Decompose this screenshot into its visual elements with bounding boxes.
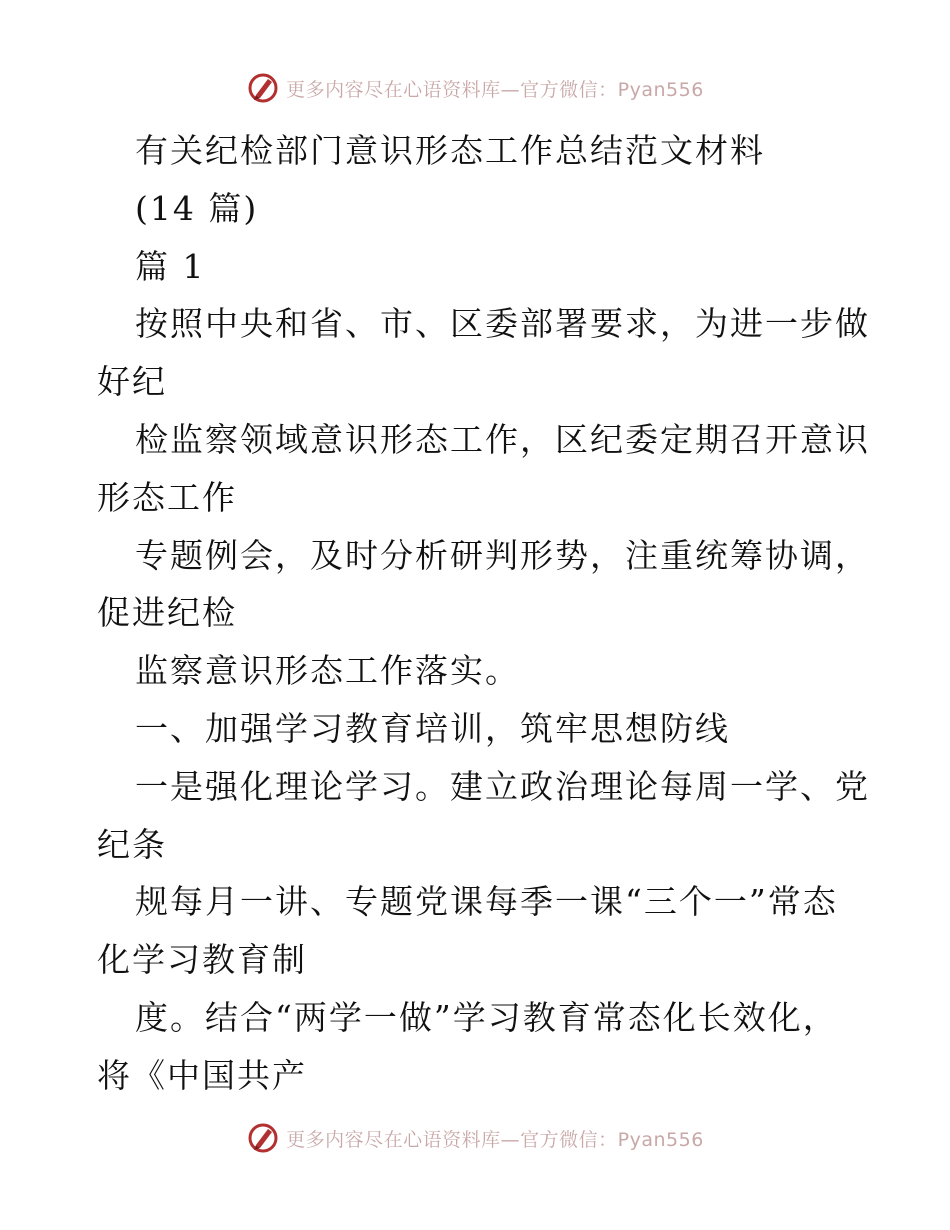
text-line: (14 篇) (135, 188, 259, 228)
text-line: 监察意识形态工作落实。 (135, 651, 520, 691)
text-line: 规每月一讲、专题党课每季一课“三个一”常态 (135, 882, 838, 922)
document-body (97, 122, 870, 1105)
header-watermark (0, 70, 950, 106)
text-line: 一、加强学习教育培训，筑牢思想防线 (135, 708, 730, 748)
text-line: 形态工作 (97, 477, 237, 517)
text-line: 按照中央和省、市、区委部署要求，为进一步做 (135, 304, 870, 344)
pen-circle-logo-icon (246, 71, 280, 105)
text-line: 促进纪检 (97, 593, 237, 633)
text-line: 篇 1 (135, 246, 206, 286)
watermark-text: 更多内容尽在心语资料库—官方微信：Pyan556 (286, 1128, 704, 1151)
watermark-text: 更多内容尽在心语资料库—官方微信：Pyan556 (286, 78, 704, 101)
text-line: 好纪 (97, 362, 167, 402)
text-line: 度。结合“两学一做”学习教育常态化长效化， (135, 997, 838, 1037)
text-line: 化学习教育制 (97, 940, 307, 980)
footer-watermark (0, 1120, 950, 1156)
text-line: 专题例会，及时分析研判形势，注重统筹协调， (135, 535, 870, 575)
text-line: 检监察领域意识形态工作，区纪委定期召开意识 (135, 419, 870, 459)
document-title: 有关纪检部门意识形态工作总结范文材料 (135, 131, 765, 170)
text-line: 纪条 (97, 824, 167, 864)
text-line: 一是强化理论学习。建立政治理论每周一学、党 (135, 766, 870, 806)
text-line: 将《中国共产 (97, 1055, 307, 1095)
pen-circle-logo-icon (246, 1121, 280, 1155)
